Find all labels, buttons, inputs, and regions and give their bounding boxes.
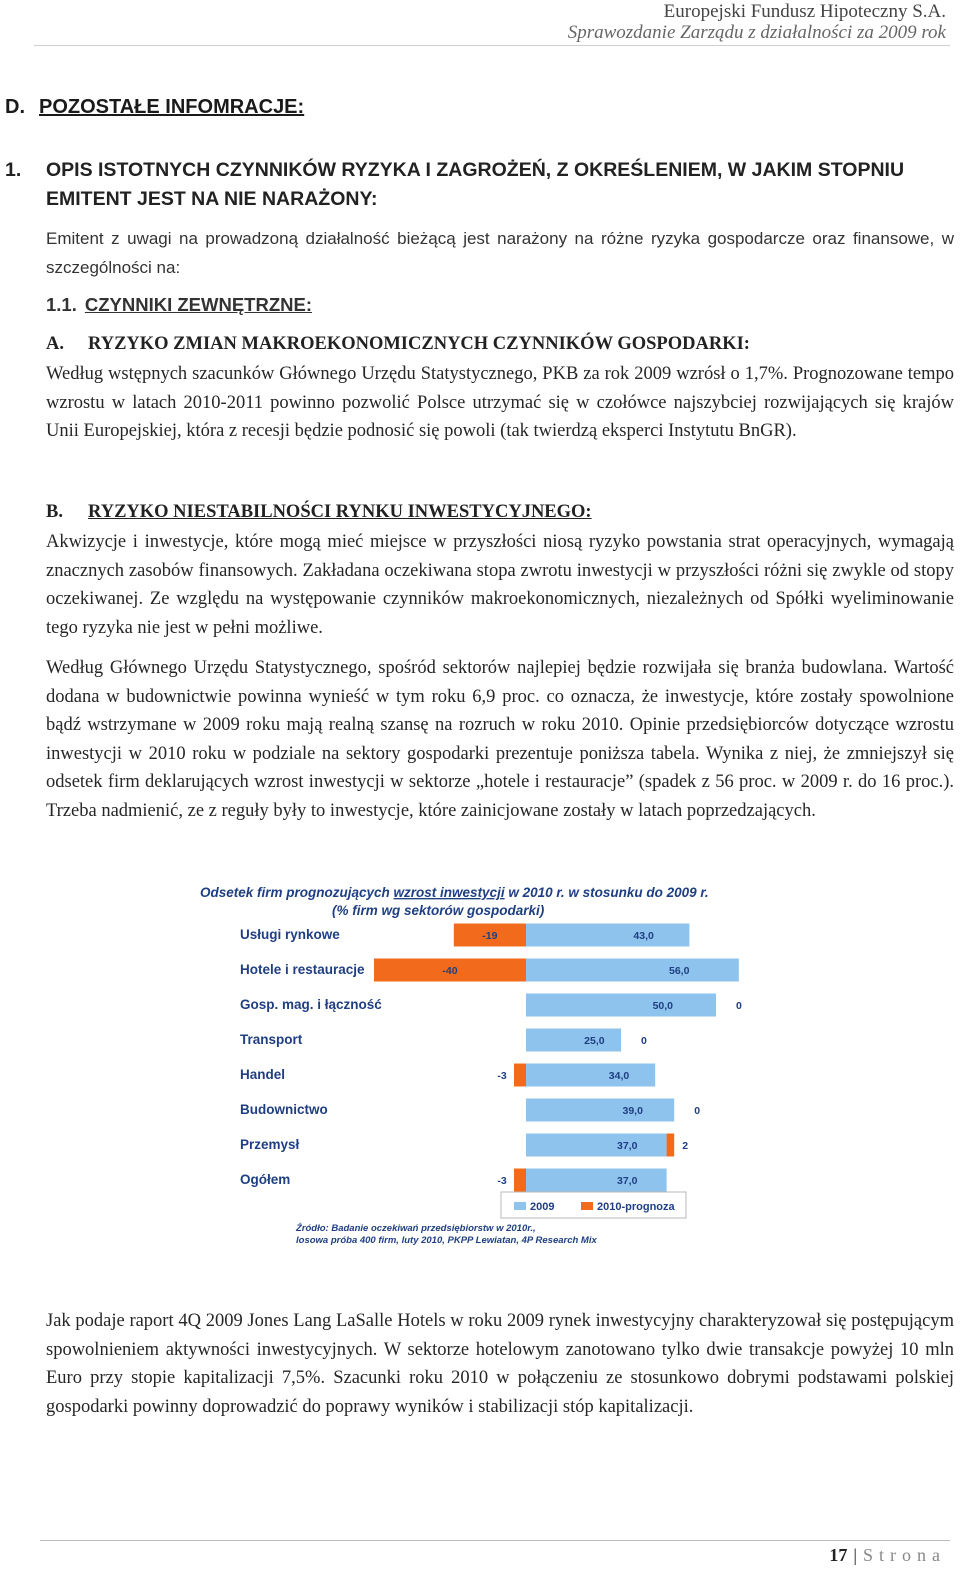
- bar-2009-value-label: 37,0: [617, 1140, 638, 1152]
- chart-source-line-1: Źródło: Badanie oczekiwań przedsiębiorstw w 2010r.,: [296, 1223, 536, 1234]
- bar-2009: [526, 1099, 674, 1122]
- header-divider: [34, 45, 950, 46]
- chart-subtitle: (% firm wg sektorów gospodarki): [332, 903, 545, 918]
- bar-2010-value-label: 0: [736, 1000, 742, 1012]
- category-label: Przemysł: [240, 1137, 300, 1152]
- risk-b-heading: [46, 502, 592, 523]
- section-1-title: OPIS ISTOTNYCH CZYNNIKÓW RYZYKA I ZAGROŻEŃ, Z OKREŚLENIEM, W JAKIM STOPNIU EMITENT JEST NA NIE NARAŻONY:: [46, 159, 905, 210]
- category-label: Budownictwo: [240, 1102, 328, 1117]
- page-number-value: 17: [829, 1545, 848, 1565]
- bar-2009: [526, 1134, 667, 1157]
- bar-2009: [526, 1064, 655, 1087]
- legend-swatch-2009: [514, 1202, 526, 1210]
- bar-2010: [514, 1169, 526, 1192]
- bar-2009-value-label: 39,0: [622, 1105, 643, 1117]
- section-1-intro: Emitent z uwagi na prowadzoną działalność bieżącą jest narażony na różne ryzyka gospodarcze oraz finansowe, w szczególności na:: [46, 229, 954, 277]
- bar-2010-value-label: 0: [641, 1035, 647, 1047]
- risk-a-label: A.: [46, 334, 64, 354]
- risk-b-paragraph-2: Według Głównego Urzędu Statystycznego, spośród sektorów najlepiej będzie rozwijała się branża budowlana. Wartość dodana w budownictwie powinna wynieść w tym roku 6,9 proc. co oznacza, że inwestycje, które zostały spowolnione bądź wstrzymane w 2009 roku mają realną szansę na rozruch w roku 2010. Opinie przedsiębiorców dotyczące wzrostu inwestycji w 2010 roku w podziale na sektory gospodarki prezentuje poniższa tabela. Wynika z niej, że zmniejszył się odsetek firm deklarujących wzrost inwestycji w sektorze „hotele i restauracje” (spadek z 56 proc. w 2009 r. do 16 proc.). Trzeba nadmienić, ze z reguły były to inwestycje, które zainicjowane zostały w latach poprzedzających.: [46, 658, 954, 821]
- bar-2009: [526, 1029, 621, 1052]
- page-number-separator: |: [853, 1545, 857, 1565]
- section-d-heading: [5, 96, 304, 119]
- bar-2009-value-label: 25,0: [584, 1035, 605, 1047]
- bar-2009-value-label: 43,0: [633, 930, 654, 942]
- legend-label-2010: 2010-prognoza: [597, 1201, 675, 1213]
- bar-2010-value-label: -3: [497, 1070, 507, 1082]
- section-11-number: 1.1.: [46, 294, 77, 315]
- investment-growth-chart: [196, 878, 776, 1250]
- section-11-title: CZYNNIKI ZEWNĘTRZNE:: [84, 294, 312, 315]
- bar-2010: [667, 1134, 675, 1157]
- risk-a-title: RYZYKO ZMIAN MAKROEKONOMICZNYCH CZYNNIKÓW GOSPODARKI:: [88, 334, 750, 354]
- bar-2010-value-label: -40: [442, 965, 458, 977]
- risk-b-label: B.: [46, 502, 63, 522]
- section-1-heading: [5, 156, 955, 214]
- category-label: Ogółem: [240, 1172, 291, 1187]
- footer-divider: [40, 1540, 950, 1541]
- legend-label-2009: 2009: [530, 1201, 555, 1213]
- risk-b-paragraph-1: Akwizycje i inwestycje, które mogą mieć miejsce w przyszłości niosą ryzyko powstania strat operacyjnych, wymagają znacznych zasobów finansowych. Zakładana oczekiwana stopa zwrotu inwestycji w przyszłości różni się zwykle od stopy oczekiwanej. Ze względu na występowanie czynników makroekonomicznych, niezależnych od Spółki wyeliminowanie tego ryzyka nie jest w pełni możliwe.: [46, 532, 954, 638]
- risk-a-heading: [46, 334, 750, 355]
- bar-2009-value-label: 50,0: [652, 1000, 674, 1012]
- section-d-title: POZOSTAŁE INFOMRACJE:: [39, 96, 305, 118]
- bar-2009-value-label: 34,0: [608, 1070, 630, 1082]
- chart-title: Odsetek firm prognozujących wzrost inwestycji w 2010 r. w stosunku do 2009 r.: [200, 885, 709, 900]
- bar-2010-value-label: -3: [497, 1175, 507, 1187]
- header-subtitle: Sprawozdanie Zarządu z działalności za 2009 rok: [567, 22, 946, 43]
- bar-2010-value-label: 2: [682, 1140, 689, 1152]
- chart-source-line-2: losowa próba 400 firm, luty 2010, PKPP Lewiatan, 4P Research Mix: [296, 1235, 597, 1246]
- risk-b-title: RYZYKO NIESTABILNOŚCI RYNKU INWESTYCYJNEGO:: [88, 502, 592, 522]
- category-label: Gosp. mag. i łączność: [240, 997, 382, 1012]
- bar-2010: [514, 1064, 526, 1087]
- page-word: Strona: [863, 1545, 946, 1565]
- header-company: Europejski Fundusz Hipoteczny S.A.: [663, 1, 946, 22]
- bar-2009: [526, 924, 689, 947]
- category-label: Usługi rynkowe: [240, 927, 340, 942]
- bar-2010-value-label: -19: [482, 930, 498, 942]
- bar-2009: [526, 959, 739, 982]
- category-label: Hotele i restauracje: [240, 962, 365, 977]
- bar-2009: [526, 994, 716, 1017]
- section-d-label: D.: [5, 96, 25, 118]
- legend-swatch-2010: [581, 1202, 593, 1210]
- bar-2009-value-label: 56,0: [668, 965, 690, 977]
- page-number: [829, 1545, 946, 1566]
- bar-2010-value-label: 0: [694, 1105, 701, 1117]
- risk-b-paragraph-3: Jak podaje raport 4Q 2009 Jones Lang LaSalle Hotels w roku 2009 rynek inwestycyjny charakteryzował się postępującym spowolnieniem aktywności inwestycyjnych. W sektorze hotelowym zanotowano tylko dwie transakcje powyżej 10 mln Euro przy stopie kapitalizacji 7,5%. Szacunki roku 2010 w połączeniu ze stosunkowo dobrymi podstawami polskiej gospodarki powinny doprowadzić do poprawy wyników i stabilizacji stóp kapitalizacji.: [46, 1311, 954, 1417]
- bar-2009-value-label: 37,0: [617, 1175, 638, 1187]
- category-label: Transport: [240, 1032, 303, 1047]
- section-1-number: 1.: [5, 159, 22, 181]
- category-label: Handel: [240, 1067, 286, 1082]
- bar-2009: [526, 1169, 667, 1192]
- section-11-heading: [46, 294, 312, 316]
- risk-a-text: Według wstępnych szacunków Głównego Urzędu Statystycznego, PKB za rok 2009 wzrósł o 1,7%. Prognozowane tempo wzrostu w latach 2010-2011 powinno pozwolić Polsce utrzymać się w czołówce najszybciej rozwijających się krajów Unii Europejskiej, która z recesji będzie podnosić się powoli (tak twierdzą eksperci Instytutu BnGR).: [46, 364, 954, 441]
